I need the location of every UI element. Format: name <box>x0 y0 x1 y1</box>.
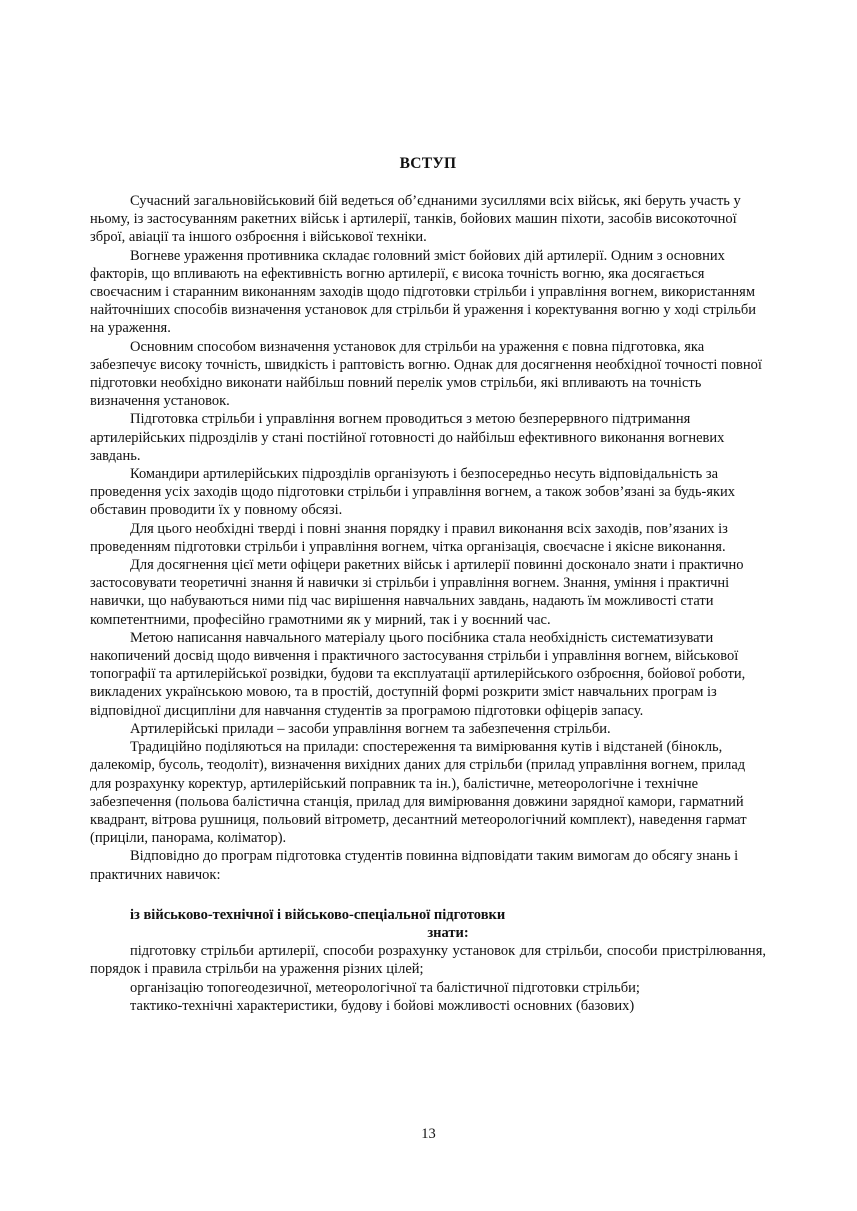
paragraph-2: Вогневе ураження противника складає головний зміст бойових дій артилерії. Одним з основних факторів, що впливають на ефективність вогню артилерії, є висока точність вогню, яка досягається своєчасним і старанним виконанням заходів щодо підготовки стрільби і управління вогнем, використанням найточніших способів визначення установок для стрільби й ураження і коректування вогню у ході стрільби на ураження. <box>90 247 757 337</box>
section-item-1: підготовку стрільби артилерії, способи розрахунку установок для стрільби, способи пристрілювання, порядок і правила стрільби на ураження різних цілей; <box>90 943 766 978</box>
section-item-3: тактико-технічні характеристики, будову і бойові можливості основних (базових) <box>130 997 635 1014</box>
page-number: 13 <box>421 1126 436 1142</box>
page-title: ВСТУП <box>399 155 457 172</box>
paragraph-5: Командири артилерійських підрозділів організують і безпосередньо несуть відповідальність за проведення усіх заходів щодо підготовки стрільби і управління вогнем, а також зобов’язані за будь-яких обставин проводити їх у повному обсязі. <box>90 466 736 519</box>
paragraph-9: Артилерійські прилади – засоби управління вогнем та забезпечення стрільби. <box>130 720 611 737</box>
paragraph-7: Для досягнення цієї мети офіцери ракетних військ і артилерії повинні досконало знати і практично застосовувати теоретичні знання й навички зі стрільби і управління вогнем. Знання, уміння і практичні навички, що набуваються ними під час вирішення навчальних завдань, надають їм можливості стати компетентними, професійно грамотними як у мирний, так і у воєнний час. <box>90 557 744 628</box>
paragraph-11: Відповідно до програм підготовка студентів повинна відповідати таким вимогам до обсягу знань і практичних навичок: <box>90 848 739 883</box>
paragraph-10: Традиційно поділяються на прилади: спостереження та вимірювання кутів і відстаней (бінокль, далекомір, бусоль, теодоліт), визначення вихідних даних для стрільби (прилад управління вогнем, прилад для розрахунку коректур, артилерійський поправник та ін.), балістичне, метеорологічне і технічне забезпечення (польова балістична станція, прилад для вимірювання довжини зарядної камори, гарматний квадрант, вітрова рушниця, польовий вітрометр, десантний метеорологічний комплект), наведення гармат (приціли, панорама, коліматор). <box>90 739 747 847</box>
page-body <box>90 155 766 1015</box>
paragraph-6: Для цього необхідні тверді і повні знання порядку і правил виконання всіх заходів, пов’язаних із проведенням підготовки стрільби і управління вогнем, чітка організація, своєчасне і якісне виконання. <box>90 520 728 555</box>
paragraph-3: Основним способом визначення установок для стрільби на ураження є повна підготовка, яка забезпечує високу точність, швидкість і раптовість вогню. Однак для досягнення необхідної точності повної підготовки необхідно виконати найбільш повний перелік умов стрільби, які впливають на точність визначення установок. <box>90 338 762 410</box>
section-heading: із військово-технічної і військово-спеціальної підготовки <box>130 906 506 923</box>
section-subheading: знати: <box>427 924 469 941</box>
paragraph-8: Метою написання навчального матеріалу цього посібника стала необхідність систематизувати накопичений досвід щодо вивчення і практичного застосування стрільби і управління вогнем, військової топографії та артилерійської розвідки, будови та експлуатації артилерійського озброєння, бойової роботи, викладених українською мовою, та в простій, доступній формі розкрити зміст навчальних програм із відповідної дисципліни для навчання студентів за програмою підготовки офіцерів запасу. <box>90 629 746 719</box>
paragraph-4: Підготовка стрільби і управління вогнем проводиться з метою безперервного підтримання артилерійських підрозділів у стані постійної готовності до найбільш ефективного виконання вогневих завдань. <box>90 411 725 464</box>
section-item-2: організацію топогеодезичної, метеорологічної та балістичної підготовки стрільби; <box>130 979 640 996</box>
paragraph-1: Сучасний загальновійськовий бій ведеться об’єднаними зусиллями всіх військ, які беруть участь у ньому, із застосуванням ракетних військ і артилерії, танків, бойових машин піхоти, засобів високоточної зброї, авіації та іншого озброєння і військової техніки. <box>90 193 741 246</box>
